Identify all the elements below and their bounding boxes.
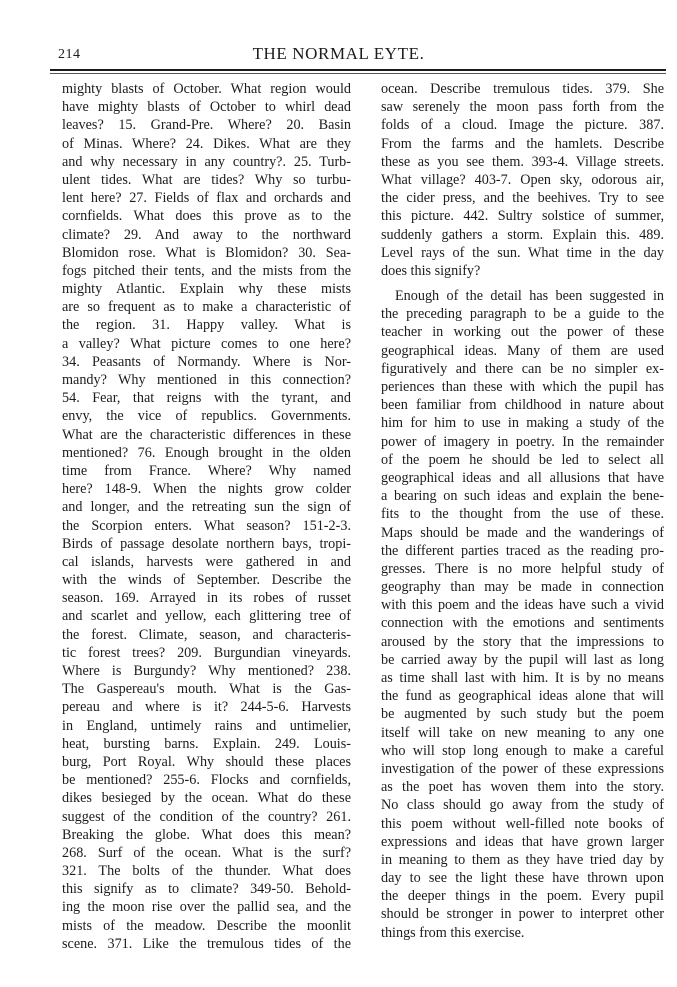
- text-line: fogs pitched their tents, and the mists from the: [62, 262, 351, 279]
- text-line: pereau and where is it? 244-5-6. Harvests: [62, 699, 351, 716]
- text-line: ulent tides. What are tides? Why so turbu-: [62, 171, 351, 188]
- text-line: this picture. 442. Sultry solstice of summer,: [381, 208, 664, 225]
- text-line: Level rays of the sun. What time in the day: [381, 244, 664, 261]
- text-line: Where is Burgundy? Why mentioned? 238.: [62, 663, 351, 679]
- text-line: mentioned? 76. Enough brought in the olden: [62, 444, 351, 461]
- text-line: in meaning to them as they have tried day by: [381, 851, 664, 868]
- text-line: be augmented by such study but the poem: [381, 706, 664, 723]
- text-line: of Minas. Where? 24. Dikes. What are they: [62, 135, 351, 152]
- text-line: gresses. There is no more helpful study of: [381, 560, 664, 577]
- text-line: a valley? What picture comes to one here?: [62, 335, 351, 352]
- text-line: fits to the thought from the use of these.: [381, 506, 664, 523]
- text-line: scene. 371. Like the tremulous tides of the: [62, 935, 351, 952]
- text-line: teacher in working out the power of these: [381, 324, 664, 341]
- text-line: climate? 29. And away to the northward: [62, 226, 351, 243]
- text-line: geographical ideas and all allusions that have: [381, 469, 664, 486]
- text-line: heat, bursting barns. Explain. 249. Louis-: [62, 735, 351, 752]
- text-line: saw serenely the moon pass forth from the: [381, 99, 664, 116]
- text-line: cal islands, harvests were gathered in and: [62, 553, 351, 570]
- text-line: aroused by the story that the impressions to: [381, 633, 664, 650]
- text-line: time from France. Where? Why named: [62, 462, 351, 479]
- text-line: 34. Peasants of Normandy. Where is Nor-: [62, 353, 351, 370]
- text-line: dikes besieged by the ocean. What do these: [62, 790, 351, 807]
- text-line: of the poem he should be led to select all: [381, 451, 664, 468]
- text-line: these as you see them. 393-4. Village streets.: [381, 153, 664, 170]
- text-line: mandy? Why mentioned in this connection?: [62, 372, 351, 388]
- header-rule: [50, 69, 666, 76]
- text-line: mighty Atlantic. Explain why these mists: [62, 281, 351, 298]
- text-line: with this poem and the ideas have such a vivid: [381, 597, 664, 614]
- text-line: him for him to use in making a study of the: [381, 415, 664, 432]
- text-line: envy, the vice of republics. Governments.: [62, 408, 351, 425]
- text-line: as time shall last with him. It is by no means: [381, 670, 664, 686]
- text-line: From the farms and the hamlets. Describe: [381, 135, 664, 152]
- text-line: been familiar from childhood in nature about: [381, 397, 664, 414]
- text-line: with the winds of September. Describe the: [62, 572, 351, 589]
- text-line: figuratively and there can be no simpler ex-: [381, 360, 664, 377]
- text-line: periences than these with which the pupil has: [381, 379, 664, 395]
- text-line: Maps should be made and the wanderings of: [381, 524, 664, 541]
- text-line: this signify as to climate? 349-50. Behold-: [62, 881, 351, 898]
- text-line: this poem without well-filled note books of: [381, 815, 664, 832]
- right-paragraph-1: [381, 80, 664, 280]
- text-line: No class should go away from the study of: [381, 797, 664, 814]
- text-line: in England, untimely rains and untimelier,: [62, 717, 351, 734]
- text-line: the region. 31. Happy valley. What is: [62, 317, 351, 334]
- text-line: does this signify?: [381, 262, 481, 279]
- text-line: mists of the meadow. Describe the moonlit: [62, 917, 351, 934]
- text-line: the forest. Climate, season, and characteris-: [62, 626, 351, 643]
- text-line: Enough of the detail has been suggested in: [395, 288, 664, 305]
- text-line: leaves? 15. Grand-Pre. Where? 20. Basin: [62, 117, 351, 134]
- text-line: are so frequent as to make a characteristic of: [62, 299, 351, 316]
- text-line: as the poet has woven them into the story.: [381, 779, 664, 796]
- text-line: the fund as geographical ideas alone that will: [381, 688, 664, 705]
- text-line: the cider press, and the beehives. Try to see: [381, 190, 664, 207]
- right-paragraph-2: [381, 287, 664, 942]
- text-line: here? 148-9. When the nights grow colder: [62, 481, 351, 498]
- text-line: folds of a cloud. Image the picture. 387.: [381, 117, 664, 134]
- text-line: investigation of the power of these expressions: [381, 760, 664, 777]
- text-line: 54. Fear, that reigns with the tyrant, and: [62, 390, 351, 407]
- text-line: be mentioned? 255-6. Flocks and cornfields,: [62, 772, 351, 789]
- text-line: have mighty blasts of October to whirl dead: [62, 99, 351, 116]
- text-line: geography than may be made in connection: [381, 579, 664, 596]
- text-line: expressions and ideas that have grown larger: [381, 833, 664, 850]
- text-line: ing the moon rise over the pallid sea, and the: [62, 899, 351, 916]
- text-line: Birds of passage desolate northern bays, tropi-: [62, 535, 351, 552]
- text-line: Blomidon rose. What is Blomidon? 30. Sea-: [62, 244, 351, 261]
- page-number: 214: [58, 47, 81, 62]
- text-line: What are the characteristic differences in these: [62, 426, 351, 443]
- text-line: geographical ideas. Many of them are used: [381, 342, 664, 359]
- text-line: and why necessary in any country?. 25. Turb-: [62, 153, 351, 170]
- text-line: and scarlet and yellow, each glittering tree of: [62, 608, 351, 625]
- text-line: itself will take on new meaning to any one: [381, 724, 664, 741]
- text-line: a bearing on such ideas and explain the bene-: [381, 488, 664, 505]
- text-line: lent here? 27. Fields of flax and orchards and: [62, 190, 351, 207]
- text-line: the preceding paragraph to be a guide to the: [381, 306, 664, 323]
- text-line: the different parties traced as the reading pro-: [381, 542, 664, 559]
- text-line: power of imagery in poetry. In the remainder: [381, 433, 664, 450]
- text-line: cornfields. What does this prove as to the: [62, 208, 351, 225]
- text-line: be carried away by the pupil will last as long: [381, 651, 664, 668]
- text-line: suggest of the condition of the country? 261.: [62, 808, 351, 825]
- header-rule-thick: [50, 69, 666, 71]
- text-line: the Scorpion enters. What season? 151-2-3.: [62, 517, 351, 534]
- text-line: should be stronger in power to interpret other: [381, 906, 664, 923]
- text-line: tic forest trees? 209. Burgundian vineyards.: [62, 644, 351, 661]
- text-line: ocean. Describe tremulous tides. 379. She: [381, 81, 664, 97]
- text-line: The Gaspereau's mouth. What is the Gas-: [62, 681, 351, 698]
- text-line: suddenly gathers a storm. Explain this. 489.: [381, 226, 664, 243]
- text-line: Breaking the globe. What does this mean?: [62, 826, 351, 843]
- text-line: who will stop long enough to make a careful: [381, 742, 664, 759]
- text-line: burg, Port Royal. Why should these places: [62, 753, 351, 770]
- text-line: and longer, and the retreating sun the sign of: [62, 499, 351, 516]
- text-line: things from this exercise.: [381, 924, 525, 941]
- text-line: mighty blasts of October. What region would: [62, 81, 351, 97]
- text-line: season. 169. Arrayed in its robes of russet: [62, 590, 351, 607]
- left-column: [62, 80, 351, 953]
- text-line: day to see the light these have thrown upon: [381, 870, 664, 887]
- text-line: 268. Surf of the ocean. What is the surf?: [62, 844, 351, 861]
- right-column: [381, 80, 664, 942]
- text-line: What village? 403-7. Open sky, odorous air,: [381, 171, 664, 188]
- text-line: connection with the emotions and sentiments: [381, 615, 664, 632]
- paragraph-gap: [381, 280, 664, 287]
- text-line: the deeper things in the poem. Every pupil: [381, 888, 664, 905]
- header-rule-thin: [50, 73, 666, 74]
- running-title: THE NORMAL EYTE.: [252, 44, 425, 63]
- text-line: 321. The bolts of the thunder. What does: [62, 863, 351, 880]
